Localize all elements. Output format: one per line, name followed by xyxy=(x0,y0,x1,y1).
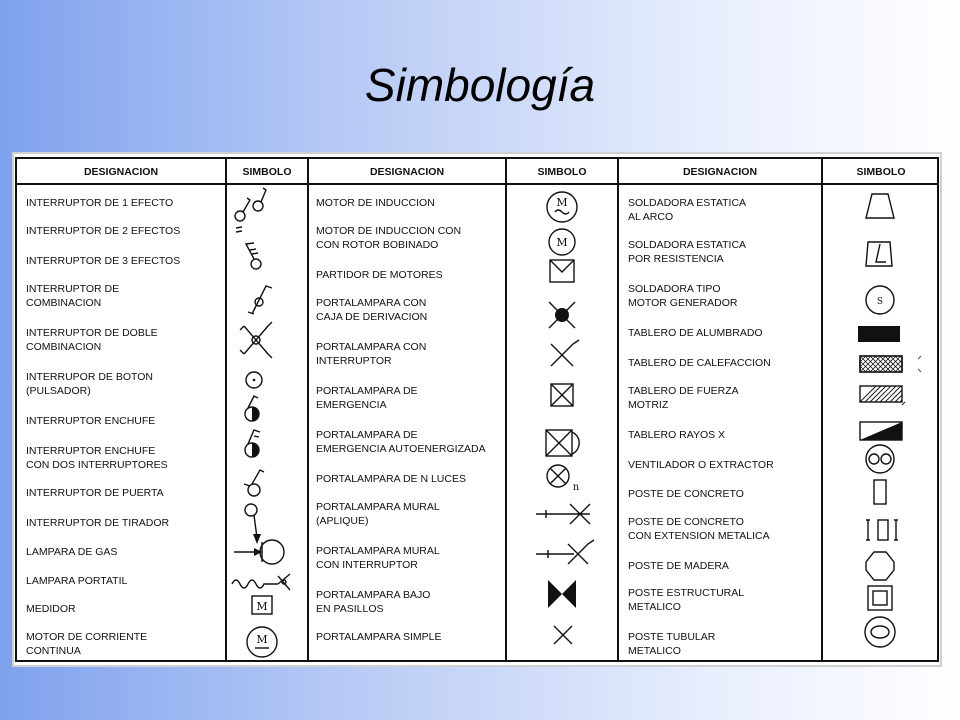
col3-designation-text: POSTE DE MADERA xyxy=(628,560,729,572)
simple-lampholder-icon xyxy=(554,626,572,644)
col3-designation-text: POSTE DE CONCRETO xyxy=(628,516,744,528)
svg-text:M: M xyxy=(256,600,268,613)
motor-starter-icon xyxy=(550,260,574,282)
concrete-pole-icon xyxy=(874,480,886,504)
svg-text:n: n xyxy=(572,482,580,493)
col3-designation-text: MOTOR GENERADOR xyxy=(628,297,738,309)
door-switch-icon xyxy=(244,470,264,496)
column-header: SIMBOLO xyxy=(856,166,906,178)
switch-1-effect-icon xyxy=(235,188,266,221)
switch-3-effects-icon xyxy=(246,243,261,269)
induction-motor-icon xyxy=(547,192,577,222)
push-button-icon xyxy=(246,372,262,388)
col1-designation-text: INTERRUPTOR DE PUERTA xyxy=(26,487,164,499)
col2-designation-text: PORTALAMPARA BAJO xyxy=(316,589,431,601)
low-corridor-lampholder-icon xyxy=(548,580,576,608)
col3-designation-text: SOLDADORA TIPO xyxy=(628,283,721,295)
col2-designation-text: PORTALAMPARA CON xyxy=(316,297,427,309)
col3-designation-text: SOLDADORA ESTATICA xyxy=(628,239,747,251)
column-header: SIMBOLO xyxy=(242,166,292,178)
col1-designation-text: INTERRUPTOR DE TIRADOR xyxy=(26,517,170,529)
switch-2-effects-icon xyxy=(236,227,242,232)
xray-panel-icon xyxy=(860,422,902,440)
col2-designation-text: (APLIQUE) xyxy=(316,515,369,527)
col2-designation-text: EMERGENCIA AUTOENERGIZADA xyxy=(316,443,486,455)
col2-designation-text: PORTALAMPARA MURAL xyxy=(316,501,440,513)
col1-designation-text: INTERRUPTOR DE DOBLE xyxy=(26,327,158,339)
col3-designation-text: TABLERO DE ALUMBRADO xyxy=(628,327,763,339)
heating-panel-icon xyxy=(844,354,921,374)
column-header: DESIGNACION xyxy=(83,166,159,178)
col3-designation-text: METALICO xyxy=(628,645,681,657)
svg-text:M: M xyxy=(256,633,268,646)
col3-designation-text: CON EXTENSION METALICA xyxy=(628,530,770,542)
col1-designation-text: MEDIDOR xyxy=(26,603,76,615)
slide-title: Simbología xyxy=(364,59,596,111)
col3-designation-text: POSTE TUBULAR xyxy=(628,631,716,643)
switch-outlet-two-switches-icon xyxy=(245,430,260,457)
col2-designation-text: CON ROTOR BOBINADO xyxy=(316,239,439,251)
col1-designation-text: INTERRUPTOR DE 1 EFECTO xyxy=(26,197,174,209)
power-panel-icon xyxy=(860,386,905,405)
col3-designation-text: TABLERO DE CALEFACCION xyxy=(628,357,771,369)
svg-text:M: M xyxy=(556,236,568,249)
static-arc-welder-icon xyxy=(866,194,894,218)
col3-designation-text: AL ARCO xyxy=(628,211,674,223)
meter-icon xyxy=(252,596,272,614)
lighting-panel-icon xyxy=(858,326,900,342)
col2-designation-text: PARTIDOR DE MOTORES xyxy=(316,269,443,281)
col2-designation-text: MOTOR DE INDUCCION xyxy=(316,197,435,209)
column-header: SIMBOLO xyxy=(537,166,587,178)
col2-designation-text: CAJA DE DERIVACION xyxy=(316,311,428,323)
col2-designation-text: PORTALAMPARA MURAL xyxy=(316,545,440,557)
col2-designation-text: PORTALAMPARA SIMPLE xyxy=(316,631,442,643)
dc-motor-icon xyxy=(247,627,277,657)
double-combination-switch-icon xyxy=(240,322,272,358)
structural-metal-pole-icon xyxy=(868,586,892,610)
lampholder-junction-box-icon xyxy=(549,302,575,328)
col1-designation-text: MOTOR DE CORRIENTE xyxy=(26,631,148,643)
col1-designation-text: INTERRUPTOR DE xyxy=(26,283,120,295)
col3-designation-text: POSTE DE CONCRETO xyxy=(628,488,744,500)
col1-designation-text: LAMPARA PORTATIL xyxy=(26,575,128,587)
col1-designation-text: CONTINUA xyxy=(26,645,81,657)
col3-designation-text: VENTILADOR O EXTRACTOR xyxy=(628,459,774,471)
n-lights-lampholder-icon xyxy=(547,465,580,493)
col1-designation-text: COMBINACION xyxy=(26,341,102,353)
tubular-metal-pole-icon xyxy=(865,617,895,647)
col3-designation-text: TABLERO DE FUERZA xyxy=(628,385,739,397)
wall-lampholder-switch-icon xyxy=(536,540,594,564)
lampholder-switch-icon xyxy=(551,340,579,366)
col3-designation-text: TABLERO RAYOS X xyxy=(628,429,726,441)
col1-designation-text: CON DOS INTERRUPTORES xyxy=(26,459,168,471)
col1-designation-text: (PULSADOR) xyxy=(26,385,91,397)
fan-extractor-icon xyxy=(866,445,894,473)
col1-designation-text: LAMPARA DE GAS xyxy=(26,546,118,558)
col3-designation-text: SOLDADORA ESTATICA xyxy=(628,197,747,209)
emergency-lampholder-icon xyxy=(551,384,573,406)
col1-designation-text: INTERRUPTOR DE 2 EFECTOS xyxy=(26,225,181,237)
col1-designation-text: COMBINACION xyxy=(26,297,102,309)
col2-designation-text: EN PASILLOS xyxy=(316,603,384,615)
pull-switch-icon xyxy=(245,504,261,544)
svg-text:S: S xyxy=(876,297,884,307)
col1-designation-text: INTERRUPTOR DE 3 EFECTOS xyxy=(26,255,181,267)
combination-switch-icon xyxy=(248,286,272,314)
portable-lamp-icon xyxy=(232,574,290,590)
col2-designation-text: PORTALAMPARA DE N LUCES xyxy=(316,473,466,485)
column-header: DESIGNACION xyxy=(369,166,445,178)
gas-lamp-icon xyxy=(234,540,284,564)
wall-lampholder-icon xyxy=(536,504,590,524)
resistance-welder-icon xyxy=(866,242,892,266)
symbology-table xyxy=(12,152,942,667)
col3-designation-text: MOTRIZ xyxy=(628,399,669,411)
motor-generator-welder-icon xyxy=(866,286,894,314)
col2-designation-text: CON INTERRUPTOR xyxy=(316,559,418,571)
col3-designation-text: POR RESISTENCIA xyxy=(628,253,724,265)
col2-designation-text: MOTOR DE INDUCCION CON xyxy=(316,225,462,237)
col2-designation-text: PORTALAMPARA CON xyxy=(316,341,427,353)
concrete-pole-metal-extension-icon xyxy=(866,520,898,540)
col3-designation-text: POSTE ESTRUCTURAL xyxy=(628,587,745,599)
col3-designation-text: METALICO xyxy=(628,601,681,613)
col2-designation-text: PORTALAMPARA DE xyxy=(316,429,418,441)
switch-outlet-icon xyxy=(245,396,259,421)
col2-designation-text: PORTALAMPARA DE xyxy=(316,385,418,397)
wooden-pole-icon xyxy=(866,552,894,580)
col2-designation-text: EMERGENCIA xyxy=(316,399,387,411)
col2-designation-text: INTERRUPTOR xyxy=(316,355,392,367)
col1-designation-text: INTERRUPOR DE BOTON xyxy=(26,371,153,383)
column-header: DESIGNACION xyxy=(682,166,758,178)
col1-designation-text: INTERRUPTOR ENCHUFE xyxy=(26,415,156,427)
self-powered-emergency-lampholder-icon xyxy=(546,430,579,456)
col1-designation-text: INTERRUPTOR ENCHUFE xyxy=(26,445,156,457)
wound-rotor-motor-icon xyxy=(549,229,575,255)
svg-text:M: M xyxy=(556,196,568,209)
